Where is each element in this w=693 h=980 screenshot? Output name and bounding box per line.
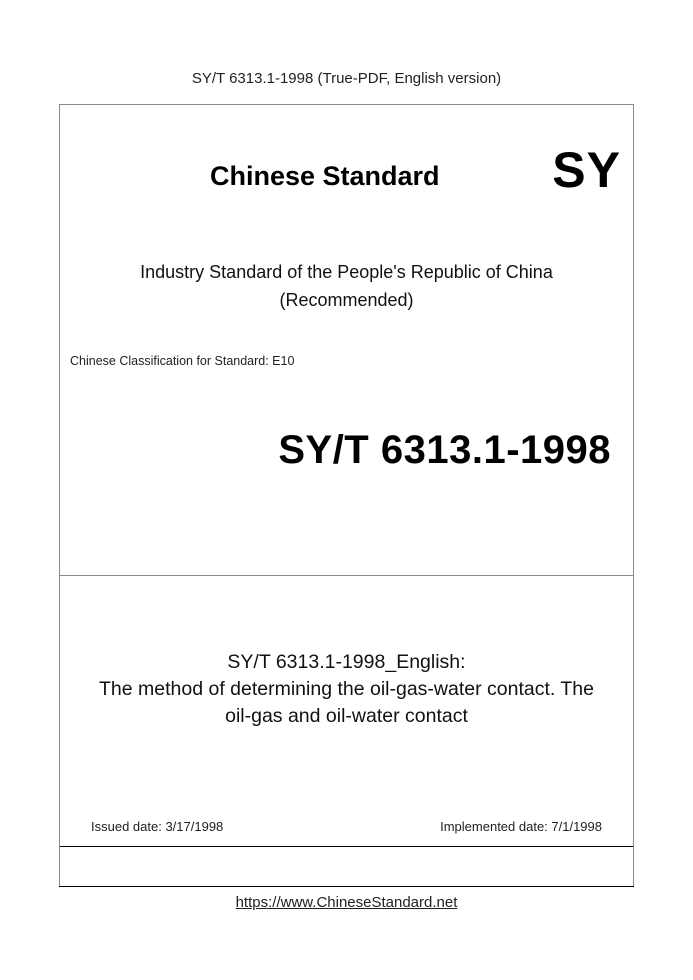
website-link[interactable]: https://www.ChineseStandard.net	[235, 894, 458, 911]
subtitle-line-1: Industry Standard of the People's Republic of China	[140, 262, 553, 282]
standard-number: SY/T 6313.1-1998	[278, 428, 611, 472]
implemented-date: Implemented date: 7/1/1998	[440, 819, 602, 834]
document-title	[60, 649, 633, 730]
document-title-line-2: The method of determining the oil-gas-water contact. The	[99, 678, 594, 700]
cover-bottom-section	[60, 846, 633, 887]
classification-text: Chinese Classification for Standard: E10	[70, 354, 295, 368]
cover-subtitle	[60, 258, 633, 314]
page-header: SY/T 6313.1-1998 (True-PDF, English version)	[191, 70, 502, 87]
document-title-line-1: SY/T 6313.1-1998_English:	[227, 651, 466, 673]
cover-top-section	[60, 105, 633, 576]
cover-frame	[59, 104, 634, 887]
cover-title: Chinese Standard	[210, 161, 440, 191]
document-info-section	[60, 576, 633, 846]
subtitle-line-2: (Recommended)	[279, 290, 414, 310]
frame-bottom-divider	[59, 886, 634, 888]
issued-date: Issued date: 3/17/1998	[91, 819, 224, 834]
standard-code-badge: SY	[552, 142, 621, 198]
document-title-line-3: oil-gas and oil-water contact	[225, 705, 468, 727]
